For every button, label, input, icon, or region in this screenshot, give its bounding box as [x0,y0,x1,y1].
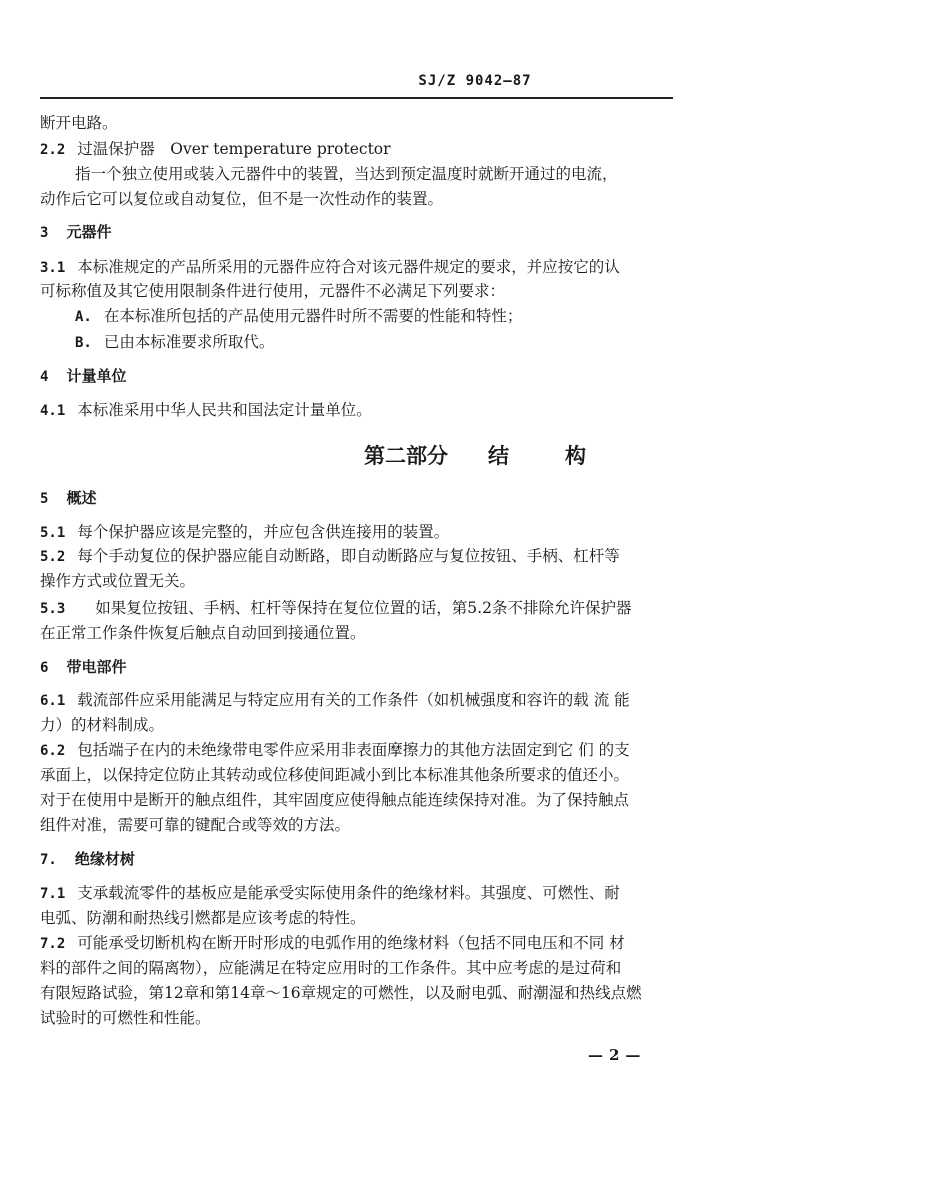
section-number: 6 [40,660,49,676]
part-word-1: 结 [488,444,509,468]
clause-number: 5.3 [40,601,66,617]
clause-3-1 [40,255,620,277]
section-title: 元器件 [66,223,112,241]
text-line: 料的部件之间的隔离物），应能满足在特定应用时的工作条件。其中应考虑的是过荷和 [40,959,622,977]
text-line: 对于在使用中是断开的触点组件，其牢固度应使得触点能连续保持对准。为了保持触点 [40,791,630,809]
text-line: 试验时的可燃性和性能。 [40,1009,211,1027]
list-text: 已由本标准要求所取代。 [103,333,275,351]
list-text: 在本标准所包括的产品使用元器件时所不需要的性能和特性； [103,307,523,325]
clause-number: 6.2 [40,743,66,759]
clause-2-2-title [40,137,391,159]
text-line: 承面上，以保持定位防止其转动或位移使间距减小到比本标准其他条所要求的值还小。 [40,766,630,784]
section-heading-4 [40,365,126,386]
text-line: 在正常工作条件恢复后触点自动回到接通位置。 [40,624,366,642]
header-rule [40,97,673,99]
text-line: 组件对准，需要可靠的键配合或等效的方法。 [40,816,351,834]
page-number: —2— [588,1046,647,1064]
section-heading-7 [40,848,135,869]
part-title [0,440,950,470]
part-label: 第二部分 [364,444,448,468]
section-number: 4 [40,369,49,385]
text-line: 可标称值及其它使用限制条件进行使用，元器件不必满足下列要求： [40,282,506,300]
clause-number: 5.2 [40,549,66,565]
section-heading-5 [40,487,96,508]
clause-number: 2.2 [40,142,66,158]
clause-number: 5.1 [40,525,66,541]
section-title: 计量单位 [66,367,127,385]
section-number: 3 [40,225,49,241]
section-title: 绝缘材树 [74,850,135,868]
list-item-a [75,304,522,326]
text-line: 操作方式或位置无关。 [40,572,196,590]
text-line: 有限短路试验，第12章和第14章～16章规定的可燃性，以及耐电弧、耐潮湿和热线点燃 [40,984,642,1002]
clause-text: 包括端子在内的未绝缘带电零件应采用非表面摩擦力的其他方法固定到它 们 的支 [77,741,630,759]
section-number: 7. [40,852,57,868]
text-line: 指一个独立使用或装入元器件中的装置，当达到预定温度时就断开通过的电流， [75,165,618,183]
clause-text: 每个手动复位的保护器应能自动断路，即自动断路应与复位按钮、手柄、杠杆等 [77,547,620,565]
list-marker: B. [75,335,92,351]
clause-7-1 [40,881,620,903]
section-title: 带电部件 [66,658,127,676]
clause-6-1 [40,688,630,710]
list-marker: A. [75,309,92,325]
clause-number: 4.1 [40,403,66,419]
clause-4-1 [40,398,372,420]
clause-number: 3.1 [40,260,66,276]
clause-5-2 [40,544,620,566]
clause-5-1 [40,520,449,542]
clause-number: 6.1 [40,693,66,709]
text-line: 动作后它可以复位或自动复位，但不是一次性动作的装置。 [40,190,444,208]
clause-5-3 [40,596,631,618]
clause-text: 可能承受切断机构在断开时形成的电弧作用的绝缘材料（包括不同电压和不同 材 [77,934,625,952]
clause-text: 载流部件应采用能满足与特定应用有关的工作条件（如机械强度和容许的载 流 能 [77,691,630,709]
text-line: 断开电路。 [40,114,118,132]
clause-7-2 [40,931,625,953]
clause-text: 每个保护器应该是完整的，并应包含供连接用的装置。 [77,523,450,541]
text-line: 电弧、防潮和耐热线引燃都是应该考虑的特性。 [40,909,366,927]
section-title: 概述 [66,489,97,507]
document-header: SJ/Z 9042—87 [418,73,532,89]
clause-text: 如果复位按钮、手柄、杠杆等保持在复位位置的话，第5.2条不排除允许保护器 [95,599,632,617]
text-line: 力）的材料制成。 [40,716,165,734]
clause-text: 本标准规定的产品所采用的元器件应符合对该元器件规定的要求，并应按它的认 [77,258,620,276]
clause-number: 7.1 [40,886,66,902]
clause-text: 支承载流零件的基板应是能承受实际使用条件的绝缘材料。其强度、可燃性、耐 [77,884,620,902]
clause-title: 过温保护器 Over temperature protector [77,140,391,158]
section-number: 5 [40,491,49,507]
part-word-2: 构 [565,444,586,468]
clause-number: 7.2 [40,936,66,952]
section-heading-6 [40,656,126,677]
clause-6-2 [40,738,630,760]
section-heading-3 [40,221,111,242]
list-item-b [75,330,274,352]
clause-text: 本标准采用中华人民共和国法定计量单位。 [77,401,372,419]
